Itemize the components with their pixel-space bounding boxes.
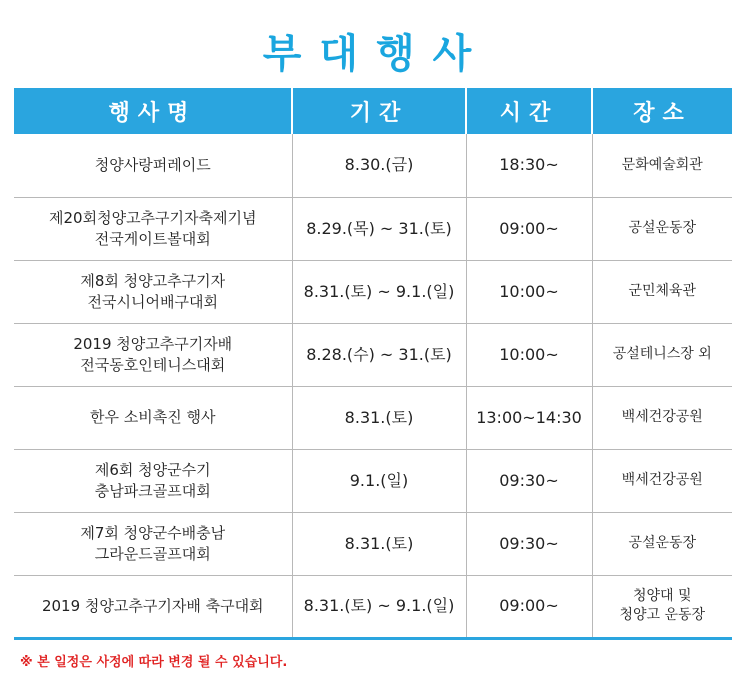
event-place-line: 백세건강공원 <box>621 472 703 489</box>
schedule-note: ※ 본 일정은 사정에 따라 변경 될 수 있습니다. <box>20 655 288 670</box>
event-name-line: 전국동호인테니스대회 <box>80 355 226 374</box>
event-name-line: 제6회 청양군수기 <box>94 461 211 480</box>
event-time-cell: 09:00~ <box>466 197 592 260</box>
table-body <box>14 134 732 638</box>
header-place: 장소 <box>592 88 732 134</box>
event-name-line: 전국시니어배구대회 <box>87 292 218 311</box>
event-place-cell <box>592 323 732 386</box>
event-period-cell: 8.31.(토) ~ 9.1.(일) <box>292 260 466 323</box>
event-place-line: 백세건강공원 <box>621 409 703 426</box>
event-name-cell <box>14 197 292 260</box>
event-period-cell: 8.31.(토) ~ 9.1.(일) <box>292 575 466 638</box>
event-place-cell <box>592 512 732 575</box>
event-name-cell <box>14 386 292 449</box>
event-place-cell <box>592 260 732 323</box>
event-place-line: 군민체육관 <box>628 283 697 300</box>
event-name-cell <box>14 323 292 386</box>
event-place-cell <box>592 386 732 449</box>
event-name-cell <box>14 575 292 638</box>
table-row <box>14 197 732 260</box>
event-time-cell: 13:00~14:30 <box>466 386 592 449</box>
event-name-line: 제20회청양고추구기자축제기념 <box>49 209 257 228</box>
event-name-cell <box>14 449 292 512</box>
event-time-cell: 10:00~ <box>466 260 592 323</box>
event-time-cell: 10:00~ <box>466 323 592 386</box>
table-row <box>14 260 732 323</box>
event-name-cell <box>14 512 292 575</box>
event-name-line: 2019 청양고추구기자배 축구대회 <box>41 596 264 615</box>
event-place-line: 청양대 및 <box>632 588 692 605</box>
event-place-line: 공설테니스장 외 <box>612 346 712 363</box>
event-place-cell <box>592 134 732 197</box>
event-place-cell <box>592 449 732 512</box>
event-period-cell: 8.30.(금) <box>292 134 466 197</box>
event-name-line: 전국게이트볼대회 <box>94 229 211 248</box>
table-row <box>14 575 732 638</box>
table-row <box>14 449 732 512</box>
event-name-line: 한우 소비촉진 행사 <box>90 408 216 427</box>
event-name-line: 제7회 청양군수배충남 <box>80 524 226 543</box>
event-name-line: 제8회 청양고추구기자 <box>80 272 226 291</box>
event-time-cell: 09:00~ <box>466 575 592 638</box>
event-name-line: 2019 청양고추구기자배 <box>73 335 233 354</box>
event-time-cell: 09:30~ <box>466 449 592 512</box>
event-period-cell: 9.1.(일) <box>292 449 466 512</box>
event-period-cell: 8.28.(수) ~ 31.(토) <box>292 323 466 386</box>
event-period-cell: 8.29.(목) ~ 31.(토) <box>292 197 466 260</box>
table-header-row <box>14 88 732 134</box>
event-name-line: 그라운드골프대회 <box>94 544 211 563</box>
table-row <box>14 323 732 386</box>
event-place-line: 공설운동장 <box>628 535 697 552</box>
event-place-line: 공설운동장 <box>628 220 697 237</box>
event-name-line: 충남파크골프대회 <box>94 481 211 500</box>
page-title: 부대행사 <box>262 31 490 77</box>
event-name-cell <box>14 134 292 197</box>
table-row <box>14 386 732 449</box>
event-place-cell <box>592 575 732 638</box>
header-period: 기간 <box>292 88 466 134</box>
table-row <box>14 134 732 197</box>
event-place-cell <box>592 197 732 260</box>
header-time: 시간 <box>466 88 592 134</box>
event-place-line: 청양고 운동장 <box>619 607 706 623</box>
events-table <box>14 88 732 640</box>
event-place-line: 문화예술회관 <box>621 156 703 173</box>
event-name-line: 청양사랑퍼레이드 <box>94 156 211 175</box>
table-row <box>14 512 732 575</box>
header-name: 행사명 <box>14 88 292 134</box>
event-period-cell: 8.31.(토) <box>292 512 466 575</box>
event-name-cell <box>14 260 292 323</box>
event-time-cell: 18:30~ <box>466 134 592 197</box>
event-period-cell: 8.31.(토) <box>292 386 466 449</box>
event-time-cell: 09:30~ <box>466 512 592 575</box>
